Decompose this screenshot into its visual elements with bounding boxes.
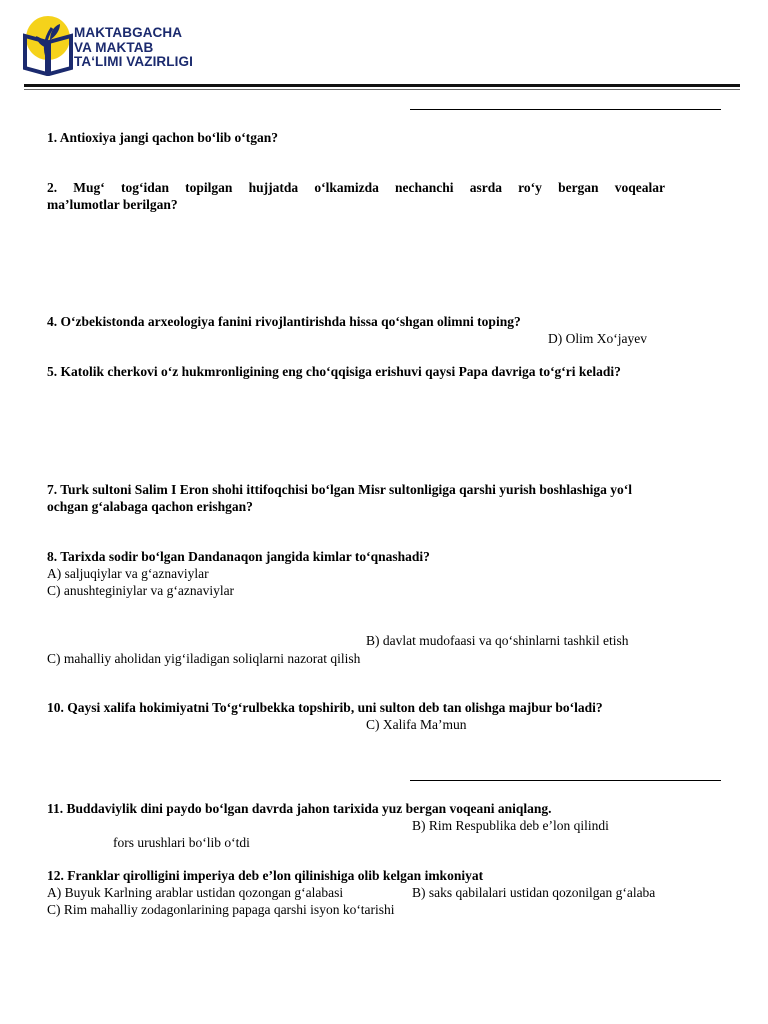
- logo-text: [74, 26, 193, 70]
- question-8: 8. Tarixda sodir bo‘lgan Dandanaqon jangida kimlar to‘qnashadi?: [47, 549, 430, 564]
- question-9-option-c: C) mahalliy aholidan yig‘iladigan soliqlarni nazorat qilish: [47, 651, 361, 666]
- logo-line-2: VA MAKTAB: [74, 39, 154, 55]
- question-1: 1. Antioxiya jangi qachon bo‘lib o‘tgan?: [47, 130, 279, 145]
- question-8-option-c: C) anushteginiylar va g‘aznaviylar: [47, 583, 235, 598]
- question-11: 11. Buddaviylik dini paydo bo‘lgan davrda jahon tarixida yuz bergan voqeani aniqlang.: [47, 801, 552, 816]
- question-4-option-d: D) Olim Xo‘jayev: [548, 331, 647, 346]
- question-10: 10. Qaysi xalifa hokimiyatni To‘g‘rulbekka topshirib, uni sulton deb tan olishga majbur bo‘ladi?: [47, 700, 603, 715]
- answer-blank-line: [410, 780, 721, 781]
- question-7-line-2: ochgan g‘alabaga qachon erishgan?: [47, 499, 253, 514]
- name-blank-line: [410, 109, 721, 110]
- header-divider-thin: [24, 89, 740, 90]
- question-12-option-b: B) saks qabilalari ustidan qozonilgan g‘alaba: [412, 885, 656, 900]
- header-divider: [24, 84, 740, 87]
- ministry-logo: [22, 16, 212, 76]
- question-11-option-b: B) Rim Respublika deb e’lon qilindi: [412, 818, 609, 833]
- book-sun-icon: [22, 16, 74, 76]
- question-12: 12. Franklar qirolligini imperiya deb e’lon qilinishiga olib kelgan imkoniyat: [47, 868, 484, 883]
- question-8-option-a: A) saljuqiylar va g‘aznaviylar: [47, 566, 209, 581]
- logo-line-1: MAKTABGACHA: [74, 25, 183, 40]
- question-2-line-1: 2. Mug‘ tog‘idan topilgan hujjatda o‘lkamizda nechanchi asrda ro‘y bergan voqealar: [47, 180, 665, 195]
- question-7-line-1: 7. Turk sultoni Salim I Eron shohi ittifoqchisi bo‘lgan Misr sultonligiga qarshi yurish boshlashiga yo‘l: [47, 482, 633, 497]
- question-4: 4. O‘zbekistonda arxeologiya fanini rivojlantirishda hissa qo‘shgan olimni toping?: [47, 314, 521, 329]
- question-10-option-c: C) Xalifa Ma’mun: [366, 717, 467, 732]
- question-2-line-2: ma’lumotlar berilgan?: [47, 197, 178, 212]
- question-12-option-a: A) Buyuk Karlning arablar ustidan qozongan g‘alabasi: [47, 885, 344, 900]
- question-12-option-c: C) Rim mahalliy zodagonlarining papaga qarshi isyon ko‘tarishi: [47, 902, 395, 917]
- question-9-option-b: B) davlat mudofaasi va qo‘shinlarni tashkil etish: [366, 633, 629, 648]
- question-11-option-cont: fors urushlari bo‘lib o‘tdi: [113, 835, 250, 850]
- logo-line-3: TA‘LIMI VAZIRLIGI: [74, 54, 193, 69]
- question-5: 5. Katolik cherkovi o‘z hukmronligining eng cho‘qqisiga erishuvi qaysi Papa davriga to‘g‘ri keladi?: [47, 364, 621, 379]
